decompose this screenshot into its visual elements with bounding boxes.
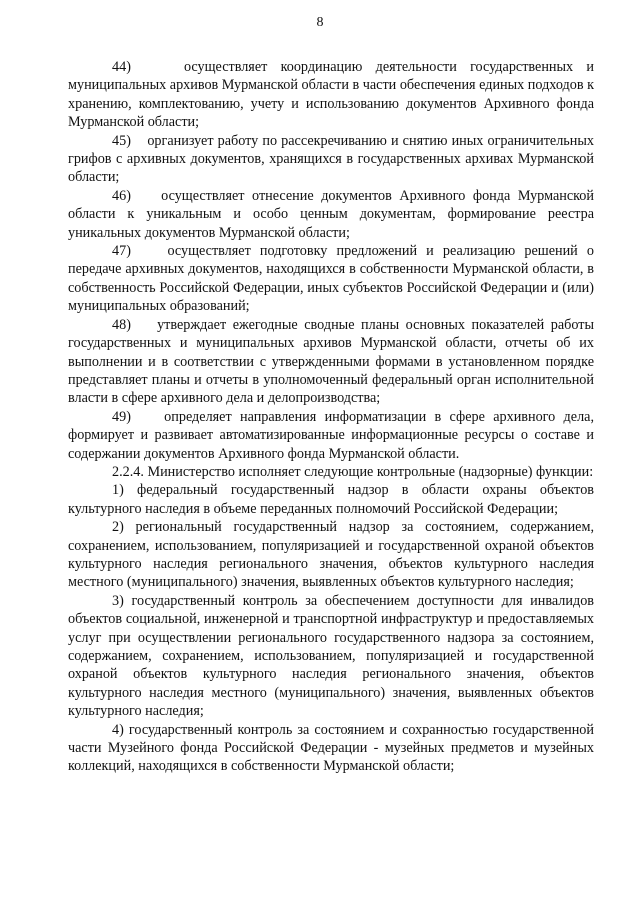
function-item-2: 2) региональный государственный надзор за состоянием, содержанием, сохранением, использованием, популяризацией и государственной охраной объектов культурного наследия регионального значения, объектов культурного наследия местного (муниципального) значения, выявленных объектов культурного наследия; (68, 519, 594, 591)
paragraph-item-49: 49) определяет направления информатизации в сфере архивного дела, формирует и развивает автоматизированные информационные ресурсы о составе и содержании документов Архивного фонда Мурманской области. (68, 408, 594, 462)
paragraph-item-45: 45) организует работу по рассекречиванию и снятию иных ограничительных грифов с архивных документов, хранящихся в государственных архивах Мурманской области; (68, 132, 594, 186)
function-item-3: 3) государственный контроль за обеспечением доступности для инвалидов объектов социальной, инженерной и транспортной инфраструктур и предоставляемых услуг при осуществлении регионального государственного надзора за состоянием, содержанием, сохранением, использованием, популяризацией и государственной охраной объектов культурного наследия регионального значения, объектов культурного наследия местного (муниципального) значения, выявленных объектов культурного наследия; (68, 592, 594, 720)
function-item-4: 4) государственный контроль за состоянием и сохранностью государственной части Музейного фонда Российской Федерации - музейных предметов и музейных коллекций, находящихся в собственности Мурманской области; (68, 721, 594, 775)
section-2-2-4-heading: 2.2.4. Министерство исполняет следующие контрольные (надзорные) функции: (112, 463, 594, 480)
paragraph-item-48: 48) утверждает ежегодные сводные планы основных показателей работы государственных и муниципальных архивов Мурманской области, отчеты об их выполнении и в соответствии с утвержденными формами в установленном порядке представляет планы и отчеты в уполномоченный федеральный орган исполнительной власти в сфере архивного дела и делопроизводства; (68, 316, 594, 407)
page-number: 8 (316, 15, 324, 30)
function-item-1: 1) федеральный государственный надзор в области охраны объектов культурного наследия в объеме переданных полномочий Российской Федерации; (68, 482, 594, 517)
paragraph-item-46: 46) осуществляет отнесение документов Архивного фонда Мурманской области к уникальным и особо ценным документам, формирование реестра уникальных документов Мурманской области; (68, 187, 594, 241)
document-body (68, 58, 594, 776)
paragraph-item-44: 44) осуществляет координацию деятельности государственных и муниципальных архивов Мурманской области в части обеспечения единых подходов к хранению, комплектованию, учету и использованию документов Архивного фонда Мурманской области; (68, 59, 594, 131)
paragraph-item-47: 47) осуществляет подготовку предложений и реализацию решений о передаче архивных документов, находящихся в собственности Мурманской области, в собственность Российской Федерации, иных субъектов Российской Федерации и (или) муниципальных образований; (68, 243, 594, 315)
